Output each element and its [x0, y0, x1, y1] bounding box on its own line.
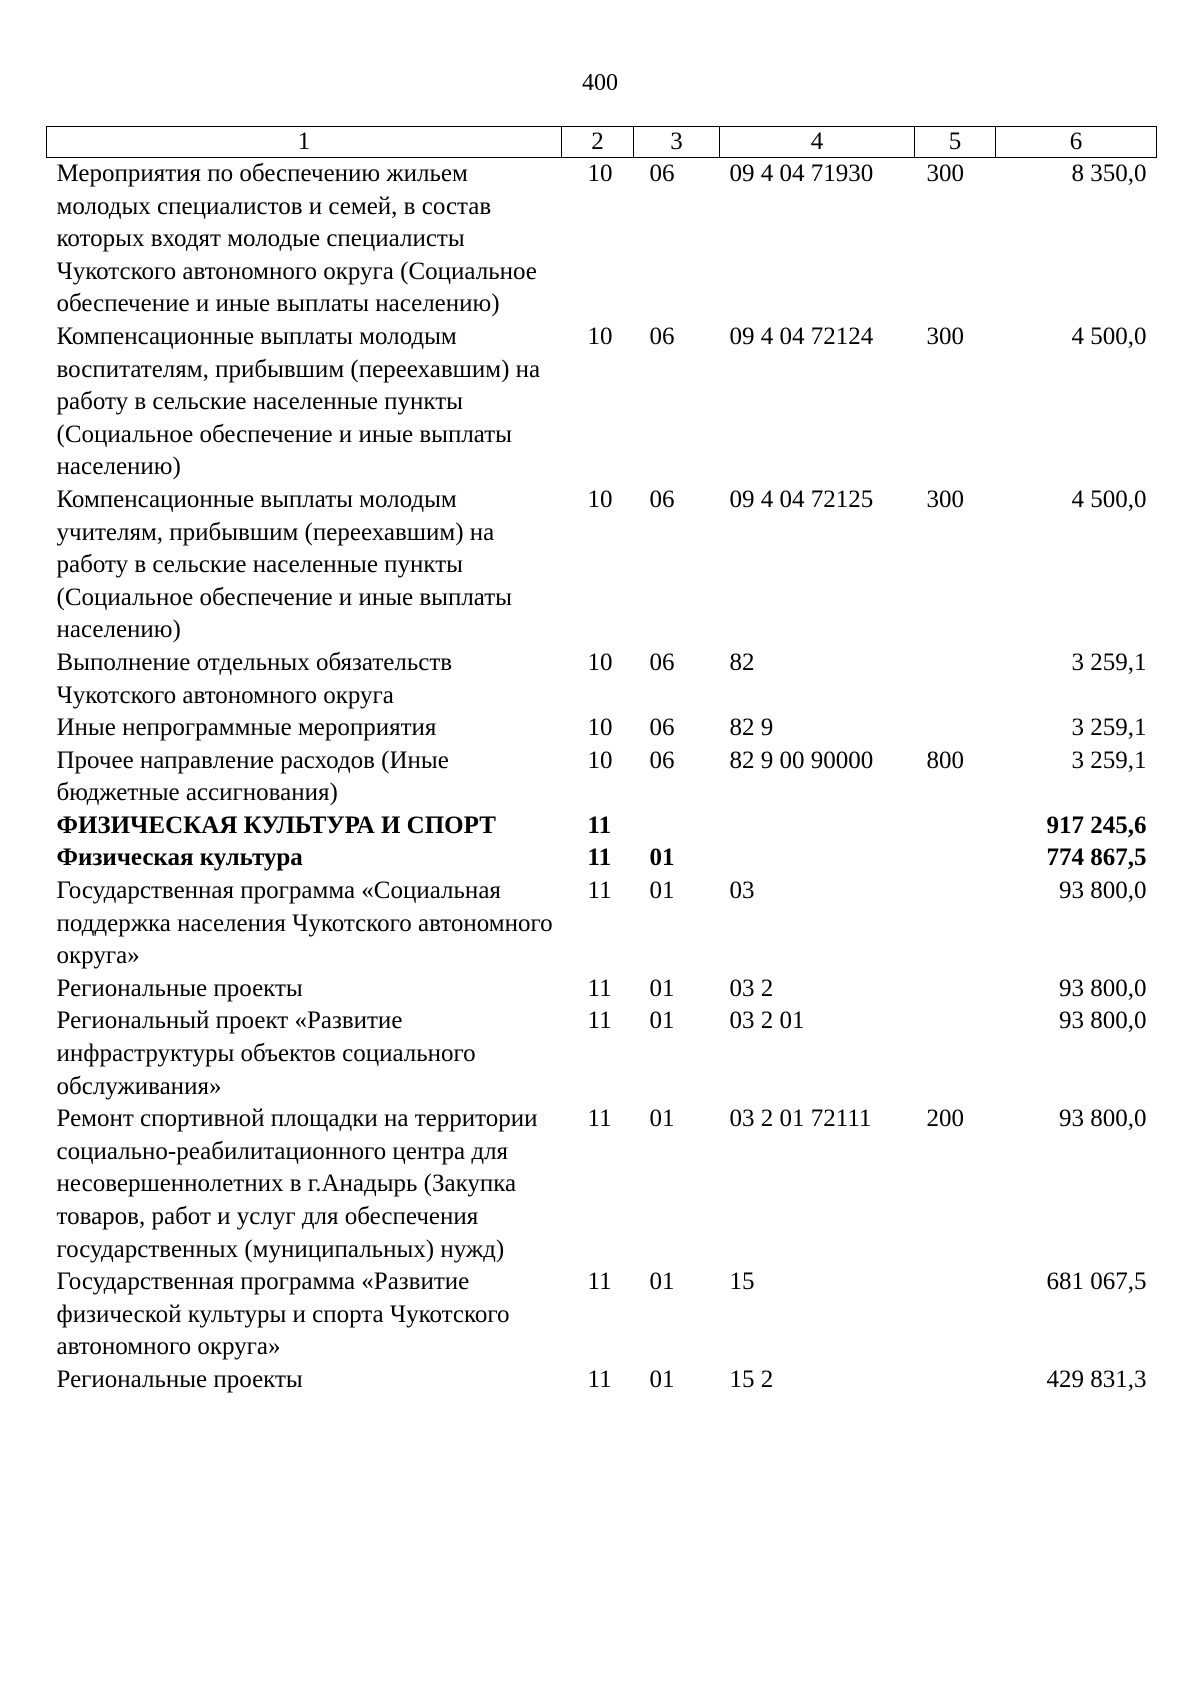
row-name: Региональные проекты: [56, 974, 303, 1002]
row-sum: 3 259,1: [1071, 648, 1147, 676]
row-section: 10: [587, 322, 613, 350]
table-row: [47, 1364, 1157, 1397]
row-name: Компенсационные выплаты молодым учителям, прибывшим (переехавшим) на работу в сельские населенные пункты (Социальное обеспечение и иные выплаты населению): [56, 485, 512, 644]
row-sum: 917 245,6: [1046, 811, 1147, 839]
row-sum: 774 867,5: [1046, 844, 1147, 872]
row-subsection: 01: [649, 1365, 675, 1393]
row-subsection: 01: [649, 974, 675, 1002]
row-expense-type: [915, 810, 996, 843]
row-sum: 429 831,3: [1046, 1365, 1147, 1393]
row-target-code: 09 4 04 72125: [729, 485, 874, 513]
row-subsection: 01: [649, 1007, 675, 1035]
table-header: [47, 127, 1157, 158]
row-expense-type: 200: [926, 1105, 964, 1133]
row-expense-type: [915, 842, 996, 875]
row-target-code: [720, 810, 915, 843]
table-row: [47, 745, 1157, 810]
row-subsection: 06: [649, 746, 675, 774]
table-row: [47, 1005, 1157, 1103]
row-sum: 8 350,0: [1071, 160, 1147, 187]
table-row: [47, 973, 1157, 1006]
row-target-code: 03: [729, 877, 755, 905]
row-expense-type: 300: [926, 485, 964, 513]
row-expense-type: 300: [926, 322, 964, 350]
row-expense-type: [915, 1364, 996, 1397]
table-row: [47, 712, 1157, 745]
table-row: [47, 647, 1157, 712]
row-sum: 93 800,0: [1059, 974, 1147, 1002]
row-section: 11: [587, 811, 612, 839]
row-name: Физическая культура: [56, 844, 303, 872]
row-expense-type: [915, 875, 996, 973]
row-target-code: 15 2: [729, 1365, 774, 1393]
row-section: 11: [587, 844, 612, 872]
row-section: 10: [587, 485, 613, 513]
row-target-code: 03 2: [729, 974, 774, 1002]
row-subsection: 01: [649, 877, 675, 905]
row-target-code: 82: [729, 648, 755, 676]
row-sum: 93 800,0: [1059, 1007, 1147, 1035]
row-name: ФИЗИЧЕСКАЯ КУЛЬТУРА И СПОРТ: [56, 811, 496, 839]
row-subsection: 06: [649, 714, 675, 742]
row-section: 11: [587, 877, 612, 905]
row-expense-type: 800: [926, 746, 964, 774]
header-col-1: 1: [47, 127, 562, 158]
header-col-3: 3: [634, 127, 720, 158]
page-number: 400: [582, 70, 618, 96]
row-subsection: 06: [649, 648, 675, 676]
row-name: Прочее направление расходов (Иные бюджетные ассигнования): [56, 746, 449, 807]
row-expense-type: [915, 973, 996, 1006]
row-section: 10: [587, 160, 613, 187]
row-subsection: 01: [649, 844, 675, 872]
row-name: Государственная программа «Социальная поддержка населения Чукотского автономного округа»: [56, 877, 553, 970]
row-target-code: 09 4 04 72124: [729, 322, 874, 350]
row-sum: 4 500,0: [1071, 485, 1147, 513]
header-col-2: 2: [562, 127, 634, 158]
table-row: [47, 158, 1157, 321]
row-sum: 4 500,0: [1071, 322, 1147, 350]
row-target-code: 15: [729, 1268, 755, 1296]
row-target-code: 82 9: [729, 714, 774, 742]
row-section: 11: [587, 1007, 612, 1035]
row-target-code: 09 4 04 71930: [729, 160, 874, 187]
row-name: Мероприятия по обеспечению жильем молодых специалистов и семей, в состав которых входят молодые специалисты Чукотского автономного округа (Социальное обеспечение и иные выплаты населению): [56, 160, 537, 318]
budget-table: [46, 126, 1157, 1397]
row-name: Компенсационные выплаты молодым воспитателям, прибывшим (переехавшим) на работу в сельские населенные пункты (Социальное обеспечение и иные выплаты населению): [56, 322, 541, 481]
row-expense-type: 300: [926, 160, 964, 187]
row-target-code: [720, 842, 915, 875]
row-section: 11: [587, 974, 612, 1002]
table-row: [47, 875, 1157, 973]
row-name: Региональный проект «Развитие инфраструктуры объектов социального обслуживания»: [56, 1007, 476, 1100]
row-name: Иные непрограммные мероприятия: [56, 714, 437, 742]
row-target-code: 03 2 01: [729, 1007, 805, 1035]
table-row: [47, 321, 1157, 484]
row-name: Государственная программа «Развитие физической культуры и спорта Чукотского автономного округа»: [56, 1268, 510, 1361]
row-section: 10: [587, 714, 613, 742]
row-section: 10: [587, 746, 613, 774]
header-col-4: 4: [720, 127, 915, 158]
row-subsection: 06: [649, 160, 675, 187]
row-section: 11: [587, 1105, 612, 1133]
row-name: Выполнение отдельных обязательств Чукотского автономного округа: [56, 648, 453, 709]
row-target-code: 82 9 00 90000: [729, 746, 874, 774]
row-sum: 93 800,0: [1059, 877, 1147, 905]
row-sum: 3 259,1: [1071, 746, 1147, 774]
row-name: Региональные проекты: [56, 1365, 303, 1393]
row-expense-type: [915, 1266, 996, 1364]
row-section: 11: [587, 1365, 612, 1393]
row-sum: 93 800,0: [1059, 1105, 1147, 1133]
header-col-6: 6: [996, 127, 1157, 158]
row-expense-type: [915, 647, 996, 712]
row-subsection: [634, 810, 720, 843]
row-expense-type: [915, 1005, 996, 1103]
table-row: [47, 842, 1157, 875]
row-subsection: 01: [649, 1268, 675, 1296]
table-row: [47, 484, 1157, 647]
row-section: 10: [587, 648, 613, 676]
row-target-code: 03 2 01 72111: [729, 1105, 872, 1133]
row-subsection: 06: [649, 322, 675, 350]
header-col-5: 5: [915, 127, 996, 158]
row-subsection: 06: [649, 485, 675, 513]
header-row: [47, 127, 1157, 158]
table-row: [47, 810, 1157, 843]
row-expense-type: [915, 712, 996, 745]
row-name: Ремонт спортивной площадки на территории социально-реабилитационного центра для несовершеннолетних в г.Анадырь (Закупка товаров, работ и услуг для обеспечения государственных (муниципальных) нужд): [56, 1105, 538, 1263]
row-sum: 3 259,1: [1071, 714, 1147, 742]
table-row: [47, 1103, 1157, 1266]
row-sum: 681 067,5: [1046, 1268, 1147, 1296]
row-subsection: 01: [649, 1105, 675, 1133]
table-body: [47, 158, 1157, 1397]
row-section: 11: [587, 1268, 612, 1296]
table-row: [47, 1266, 1157, 1364]
